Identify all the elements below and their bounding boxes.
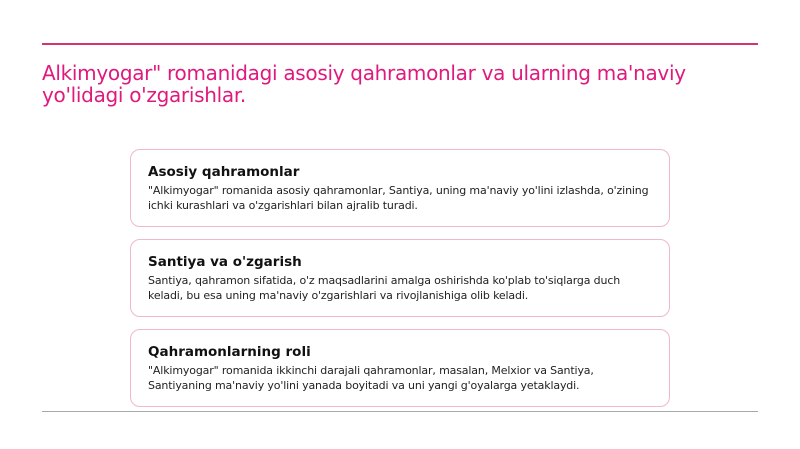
card-body: "Alkimyogar" romanida asosiy qahramonlar, Santiya, uning ma'naviy yo'lini izlashda, o'zining ichki kurashlari va o'zgarishlari bilan ajralib turadi.	[148, 184, 649, 212]
card-main-characters	[130, 149, 670, 227]
card-characters-role	[130, 329, 670, 407]
card-body: Santiya, qahramon sifatida, o'z maqsadlarini amalga oshirishda ko'plab to'siqlarga duch keladi, bu esa uning ma'naviy o'zgarishlari va rivojlanishiga olib keladi.	[148, 274, 621, 302]
bottom-divider	[42, 411, 758, 412]
card-title: Santiya va o'zgarish	[148, 254, 302, 270]
top-divider	[42, 43, 758, 45]
slide-title: Alkimyogar" romanidagi asosiy qahramonlar va ularning ma'naviy yo'lidagi o'zgarishlar.	[42, 61, 686, 107]
card-santiya-change	[130, 239, 670, 317]
card-title: Qahramonlarning roli	[148, 344, 311, 360]
card-body: "Alkimyogar" romanida ikkinchi darajali qahramonlar, masalan, Melxior va Santiya, Santiyaning ma'naviy yo'lini yanada boyitadi va uni yangi g'oyalarga yetaklaydi.	[148, 364, 594, 392]
card-title: Asosiy qahramonlar	[148, 164, 300, 180]
